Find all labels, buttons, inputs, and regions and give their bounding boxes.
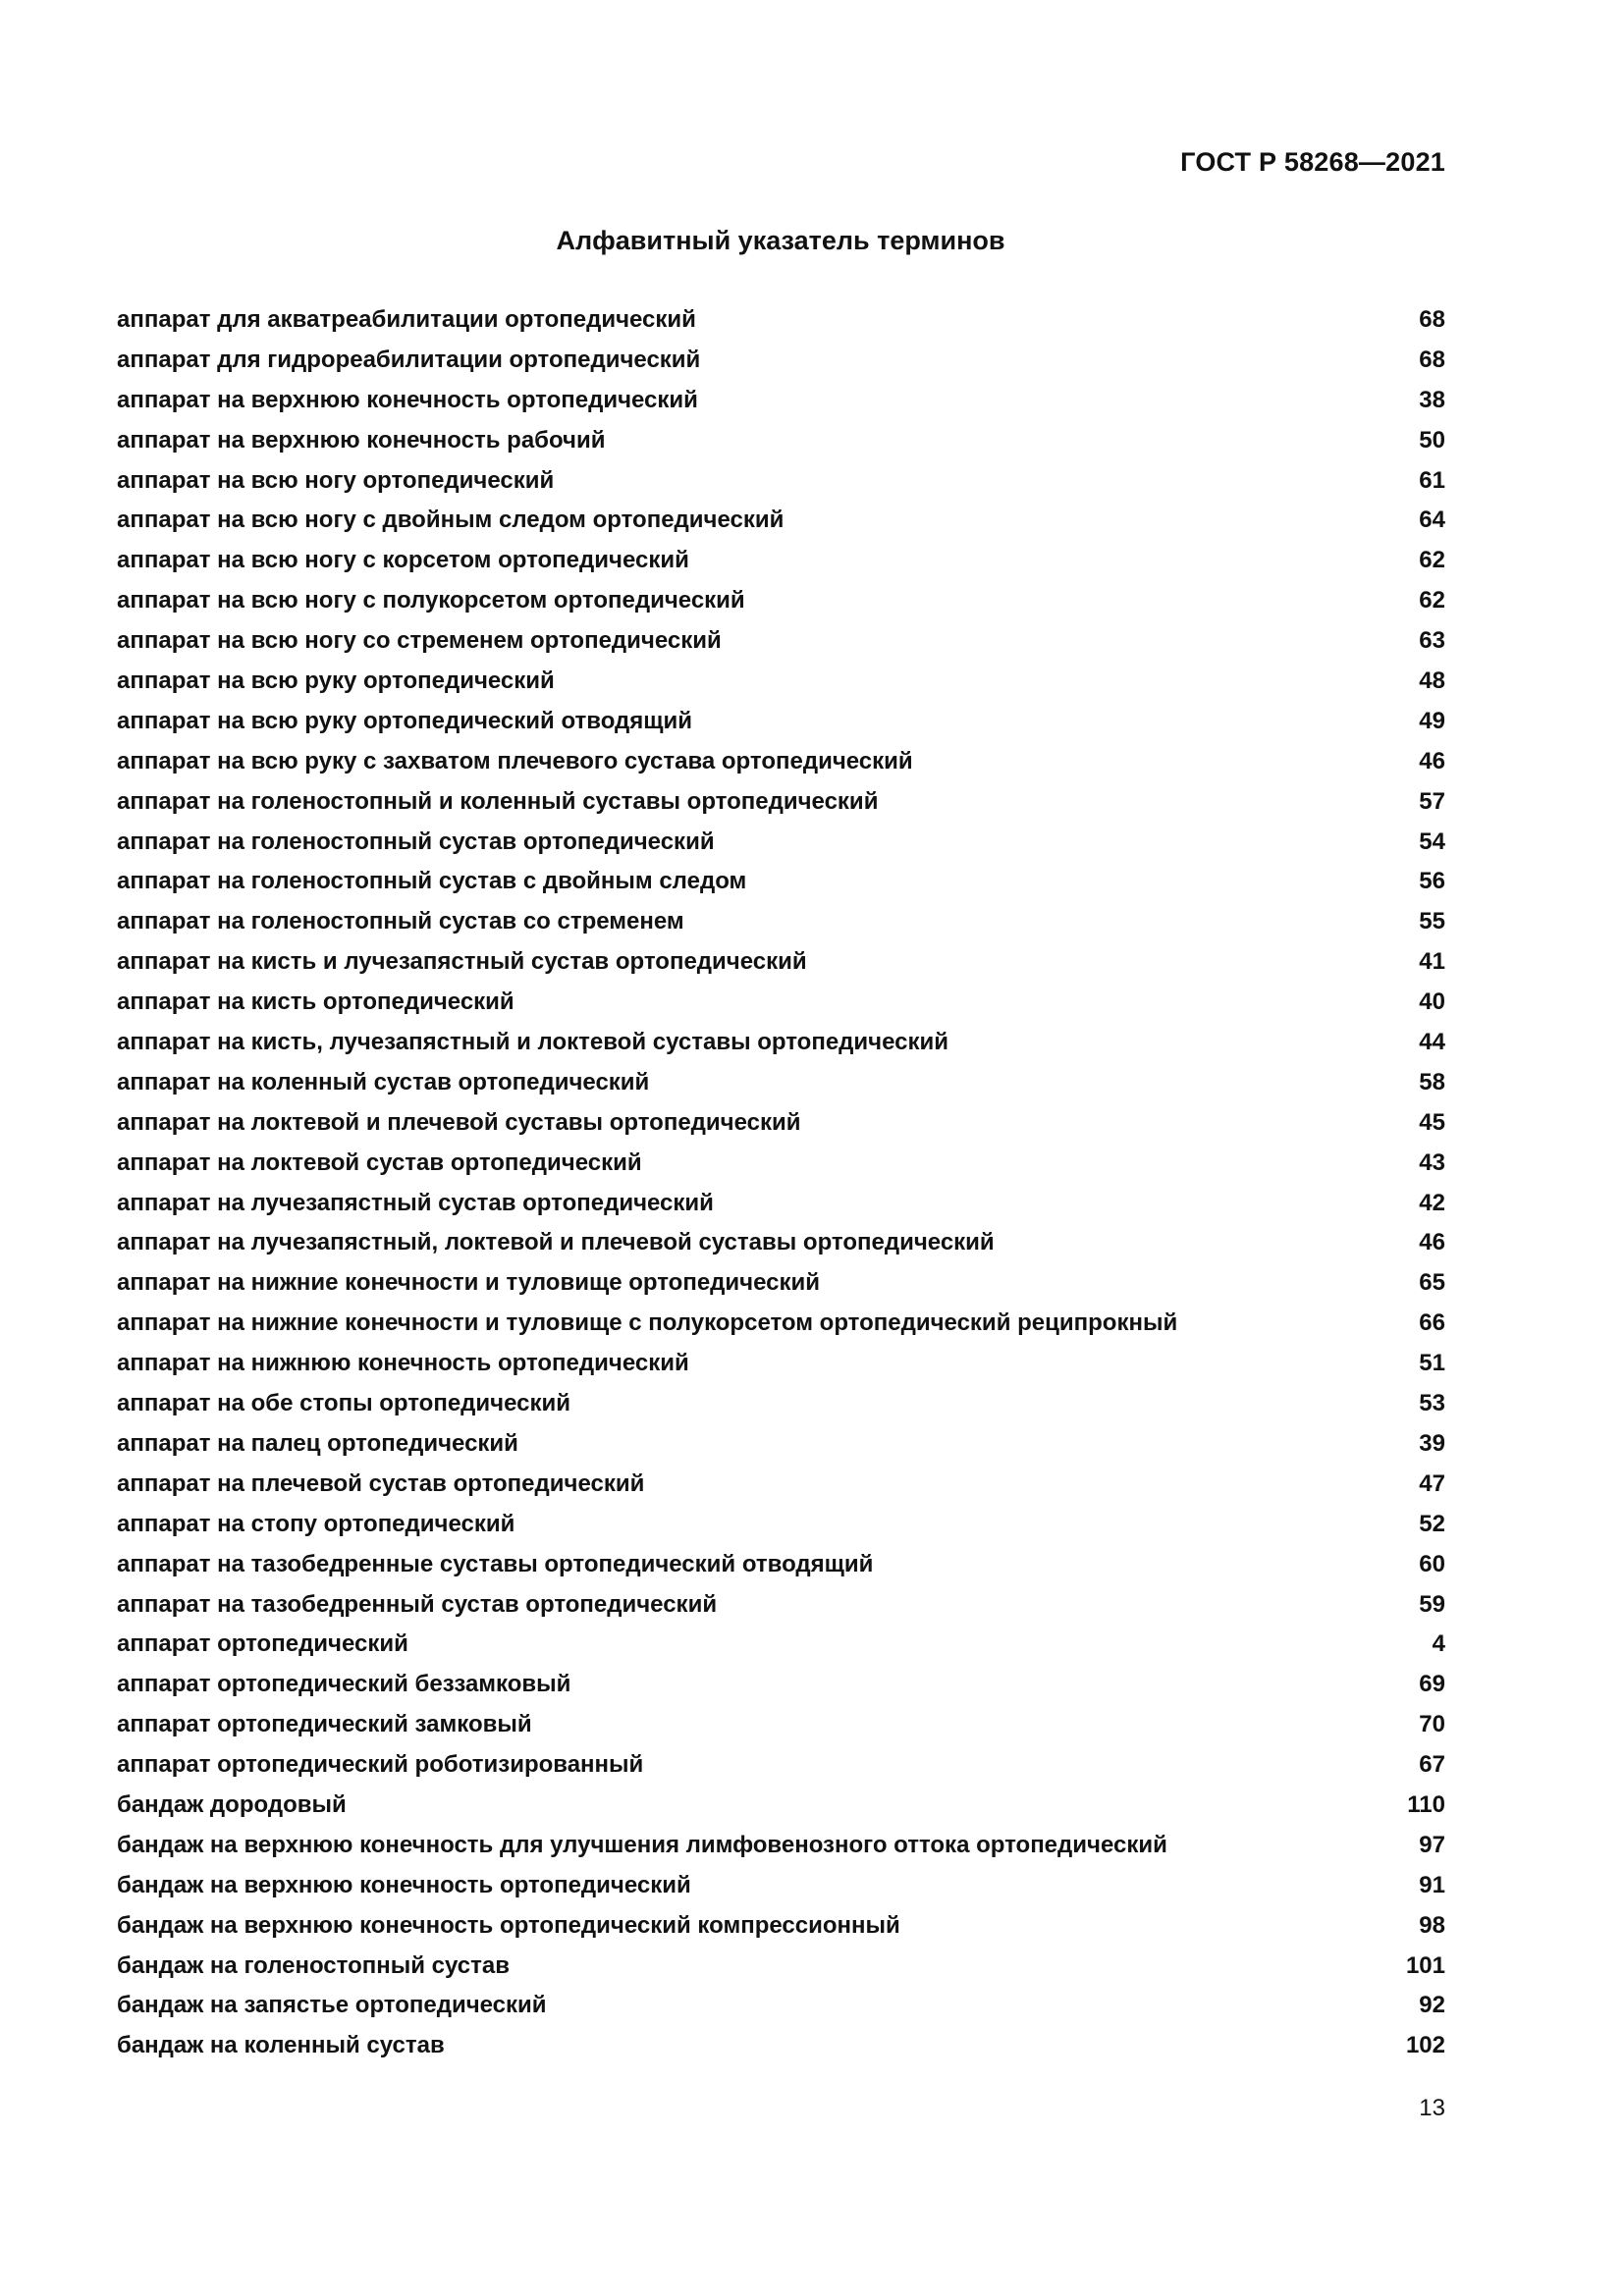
entry-term: аппарат на обе стопы ортопедический	[117, 1390, 570, 1417]
index-entry	[117, 1223, 1445, 1263]
entry-term: аппарат на верхнюю конечность ортопедический	[117, 386, 698, 413]
entry-term: аппарат на голеностопный и коленный суставы ортопедический	[117, 787, 879, 815]
entry-page: 44	[1419, 1029, 1445, 1056]
entry-page: 57	[1419, 787, 1445, 815]
index-entry	[117, 541, 1445, 581]
index-entry	[117, 1866, 1445, 1906]
entry-term: аппарат для акватреабилитации ортопедический	[117, 306, 696, 333]
entry-term: бандаж дородовый	[117, 1790, 347, 1818]
entry-term: аппарат на всю руку ортопедический	[117, 667, 555, 695]
entry-term: аппарат на всю руку ортопедический отводящий	[117, 707, 693, 734]
index-entry	[117, 782, 1445, 823]
entry-page: 45	[1419, 1108, 1445, 1136]
entry-term: аппарат на всю ногу с двойным следом ортопедический	[117, 507, 785, 534]
entry-term: аппарат на палец ортопедический	[117, 1429, 518, 1457]
entry-page: 102	[1405, 2032, 1445, 2059]
entry-term: аппарат на кисть, лучезапястный и локтевой суставы ортопедический	[117, 1029, 948, 1056]
entry-page: 49	[1419, 707, 1445, 734]
entry-term: аппарат на нижние конечности и туловище с полукорсетом ортопедический реципрокный	[117, 1309, 1178, 1337]
entry-page: 62	[1419, 587, 1445, 614]
index-entry	[117, 1745, 1445, 1786]
entry-page: 46	[1419, 747, 1445, 774]
entry-page: 59	[1419, 1590, 1445, 1618]
entry-term: аппарат на всю руку с захватом плечевого сустава ортопедический	[117, 747, 913, 774]
index-entry	[117, 1786, 1445, 1826]
index-entry	[117, 461, 1445, 502]
entry-term: аппарат на голеностопный сустав ортопедический	[117, 828, 715, 855]
entry-term: аппарат на голеностопный сустав с двойным следом	[117, 868, 747, 895]
entry-term: аппарат на всю ногу с корсетом ортопедический	[117, 547, 689, 574]
entry-page: 64	[1419, 507, 1445, 534]
entry-term: бандаж на запястье ортопедический	[117, 1992, 547, 2019]
entry-page: 101	[1405, 1951, 1445, 1979]
index-entry	[117, 823, 1445, 863]
entry-term: аппарат ортопедический	[117, 1630, 408, 1658]
entry-page: 92	[1419, 1992, 1445, 2019]
index-entry	[117, 1144, 1445, 1184]
index-entry	[117, 1424, 1445, 1465]
index-entry	[117, 421, 1445, 461]
entry-page: 110	[1407, 1790, 1445, 1818]
entry-page: 47	[1419, 1469, 1445, 1497]
entry-term: аппарат на верхнюю конечность рабочий	[117, 426, 606, 454]
index-entry	[117, 1665, 1445, 1705]
entry-term: аппарат на кисть ортопедический	[117, 988, 514, 1016]
entry-page: 52	[1419, 1510, 1445, 1537]
entry-page: 69	[1419, 1671, 1445, 1698]
entry-term: аппарат на нижнюю конечность ортопедический	[117, 1350, 689, 1377]
entry-page: 41	[1419, 948, 1445, 976]
entry-term: аппарат на голеностопный сустав со стременем	[117, 908, 684, 935]
index-entry	[117, 1705, 1445, 1745]
index-entry	[117, 662, 1445, 702]
index-entry	[117, 341, 1445, 381]
entry-page: 91	[1419, 1871, 1445, 1898]
entry-page: 38	[1419, 386, 1445, 413]
index-entry	[117, 1344, 1445, 1384]
entry-page: 98	[1419, 1911, 1445, 1939]
entry-term: аппарат на всю ногу со стременем ортопедический	[117, 627, 722, 655]
entry-page: 63	[1419, 627, 1445, 655]
entry-page: 65	[1419, 1269, 1445, 1297]
index-list	[117, 300, 1445, 2066]
entry-term: аппарат на тазобедренный сустав ортопедический	[117, 1590, 718, 1618]
index-title: Алфавитный указатель терминов	[556, 226, 1005, 255]
index-entry	[117, 862, 1445, 902]
entry-term: аппарат ортопедический роботизированный	[117, 1751, 644, 1779]
index-entry	[117, 501, 1445, 541]
entry-term: аппарат на локтевой сустав ортопедический	[117, 1148, 642, 1176]
index-entry	[117, 1947, 1445, 1987]
index-entry	[117, 742, 1445, 782]
entry-page: 46	[1419, 1229, 1445, 1256]
index-entry	[117, 983, 1445, 1023]
entry-page: 58	[1419, 1068, 1445, 1095]
entry-term: аппарат на плечевой сустав ортопедический	[117, 1469, 645, 1497]
entry-page: 40	[1419, 988, 1445, 1016]
index-entry	[117, 1184, 1445, 1224]
entry-term: аппарат ортопедический беззамковый	[117, 1671, 571, 1698]
entry-page: 43	[1419, 1148, 1445, 1176]
index-entry	[117, 902, 1445, 942]
entry-term: бандаж на коленный сустав	[117, 2032, 445, 2059]
entry-term: аппарат на лучезапястный сустав ортопедический	[117, 1189, 714, 1216]
index-entry	[117, 1263, 1445, 1304]
standard-code: ГОСТ Р 58268—2021	[1180, 147, 1445, 177]
index-entry	[117, 2026, 1445, 2066]
entry-term: бандаж на голеностопный сустав	[117, 1951, 510, 1979]
entry-page: 68	[1419, 346, 1445, 373]
entry-term: бандаж на верхнюю конечность ортопедический компрессионный	[117, 1911, 900, 1939]
entry-term: аппарат на кисть и лучезапястный сустав ортопедический	[117, 948, 807, 976]
index-entry	[117, 1103, 1445, 1144]
entry-term: аппарат на тазобедренные суставы ортопедический отводящий	[117, 1550, 874, 1577]
entry-term: бандаж на верхнюю конечность для улучшения лимфовенозного оттока ортопедический	[117, 1831, 1167, 1858]
entry-term: аппарат на коленный сустав ортопедический	[117, 1068, 650, 1095]
entry-page: 62	[1419, 547, 1445, 574]
entry-term: бандаж на верхнюю конечность ортопедический	[117, 1871, 691, 1898]
entry-page: 42	[1419, 1189, 1445, 1216]
entry-term: аппарат для гидрореабилитации ортопедический	[117, 346, 701, 373]
entry-page: 51	[1419, 1350, 1445, 1377]
entry-page: 55	[1419, 908, 1445, 935]
index-entry	[117, 1023, 1445, 1063]
entry-page: 60	[1419, 1550, 1445, 1577]
entry-term: аппарат на лучезапястный, локтевой и плечевой суставы ортопедический	[117, 1229, 995, 1256]
entry-term: аппарат ортопедический замковый	[117, 1711, 532, 1738]
index-entry	[117, 1545, 1445, 1585]
entry-term: аппарат на нижние конечности и туловище ортопедический	[117, 1269, 820, 1297]
index-entry	[117, 942, 1445, 983]
entry-page: 97	[1419, 1831, 1445, 1858]
entry-page: 68	[1419, 306, 1445, 333]
entry-page: 70	[1419, 1711, 1445, 1738]
entry-page: 48	[1419, 667, 1445, 695]
index-entry	[117, 1986, 1445, 2026]
entry-term: аппарат на стопу ортопедический	[117, 1510, 515, 1537]
entry-page: 4	[1432, 1630, 1445, 1658]
index-entry	[117, 1585, 1445, 1626]
index-entry	[117, 1465, 1445, 1505]
entry-page: 56	[1419, 868, 1445, 895]
entry-page: 50	[1419, 426, 1445, 454]
entry-page: 39	[1419, 1429, 1445, 1457]
index-entry	[117, 621, 1445, 662]
entry-term: аппарат на локтевой и плечевой суставы ортопедический	[117, 1108, 801, 1136]
index-entry	[117, 581, 1445, 621]
entry-page: 66	[1419, 1309, 1445, 1337]
index-entry	[117, 1304, 1445, 1344]
index-entry	[117, 1906, 1445, 1947]
entry-page: 54	[1419, 828, 1445, 855]
page-number: 13	[1419, 2095, 1445, 2121]
entry-page: 61	[1419, 466, 1445, 494]
entry-page: 67	[1419, 1751, 1445, 1779]
index-entry	[117, 1384, 1445, 1424]
index-entry	[117, 702, 1445, 742]
entry-page: 53	[1419, 1390, 1445, 1417]
entry-term: аппарат на всю ногу ортопедический	[117, 466, 555, 494]
index-entry	[117, 1826, 1445, 1866]
entry-term: аппарат на всю ногу с полукорсетом ортопедический	[117, 587, 745, 614]
index-entry	[117, 300, 1445, 341]
index-entry	[117, 1625, 1445, 1665]
index-entry	[117, 1505, 1445, 1545]
index-entry	[117, 381, 1445, 421]
index-entry	[117, 1063, 1445, 1103]
